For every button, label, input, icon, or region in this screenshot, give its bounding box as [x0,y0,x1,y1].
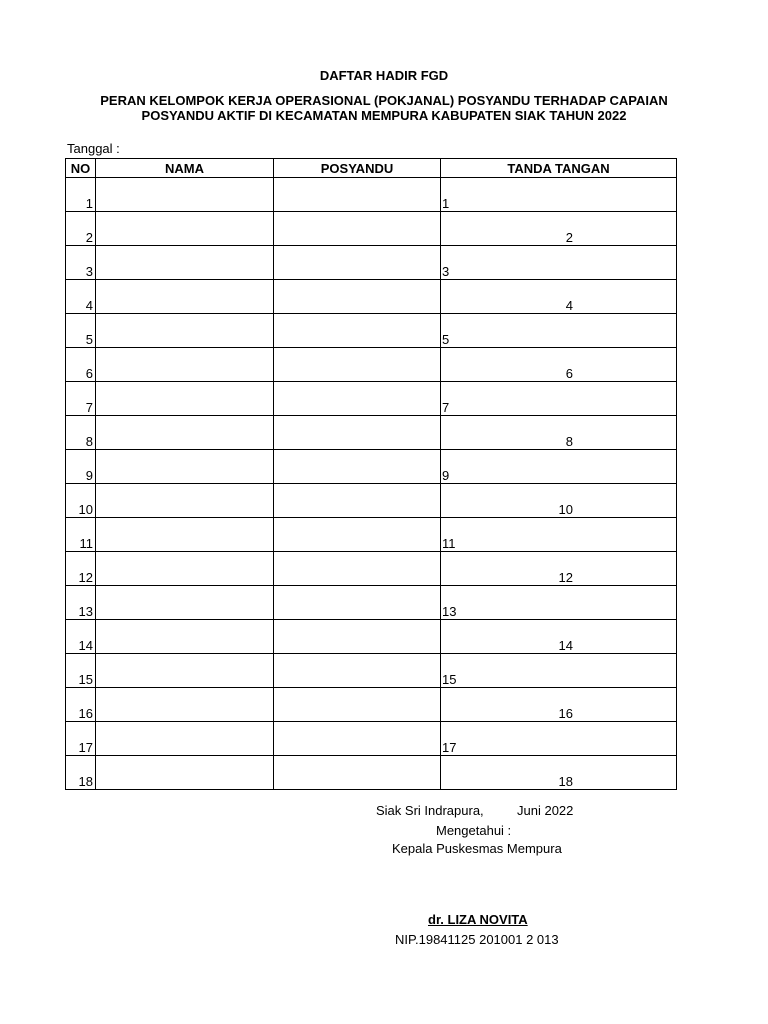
posyandu-cell[interactable] [274,722,441,756]
nama-cell[interactable] [96,688,274,722]
signature-number: 2 [565,230,573,245]
table-row [66,246,677,280]
nama-cell[interactable] [96,416,274,450]
document-title: DAFTAR HADIR FGD [319,68,449,83]
attendance-table [65,158,677,790]
nama-cell[interactable] [96,756,274,790]
signature-cell[interactable] [441,484,677,518]
signature-cell[interactable] [441,382,677,416]
signature-cell[interactable] [441,620,677,654]
signature-cell[interactable] [441,586,677,620]
row-number: 13 [66,586,96,620]
row-number: 11 [66,518,96,552]
signing-place: Siak Sri Indrapura, [376,803,484,818]
table-row [66,484,677,518]
table-row [66,620,677,654]
row-number: 14 [66,620,96,654]
table-row [66,450,677,484]
table-row [66,382,677,416]
signer-position: Kepala Puskesmas Mempura [392,841,562,856]
signature-number: 7 [442,400,450,415]
nama-cell[interactable] [96,518,274,552]
signature-number: 1 [442,196,450,211]
column-header-no: NO [66,159,96,178]
nama-cell[interactable] [96,246,274,280]
table-row [66,654,677,688]
signature-number: 13 [442,604,457,619]
signature-cell[interactable] [441,178,677,212]
signature-cell[interactable] [441,280,677,314]
nama-cell[interactable] [96,348,274,382]
signer-name: dr. LIZA NOVITA [428,912,528,927]
posyandu-cell[interactable] [274,620,441,654]
column-header-tanda-tangan: TANDA TANGAN [441,159,677,178]
signature-number: 15 [442,672,457,687]
posyandu-cell[interactable] [274,246,441,280]
signature-cell[interactable] [441,314,677,348]
nama-cell[interactable] [96,178,274,212]
nama-cell[interactable] [96,552,274,586]
posyandu-cell[interactable] [274,654,441,688]
row-number: 15 [66,654,96,688]
row-number: 17 [66,722,96,756]
nama-cell[interactable] [96,586,274,620]
nama-cell[interactable] [96,620,274,654]
table-row [66,280,677,314]
table-row [66,314,677,348]
row-number: 10 [66,484,96,518]
nama-cell[interactable] [96,722,274,756]
table-row [66,212,677,246]
posyandu-cell[interactable] [274,212,441,246]
signature-number: 6 [565,366,573,381]
signature-number: 4 [565,298,573,313]
signature-cell[interactable] [441,552,677,586]
posyandu-cell[interactable] [274,382,441,416]
table-row [66,586,677,620]
signature-cell[interactable] [441,756,677,790]
row-number: 9 [66,450,96,484]
nama-cell[interactable] [96,280,274,314]
signature-cell[interactable] [441,212,677,246]
table-row [66,518,677,552]
posyandu-cell[interactable] [274,484,441,518]
table-row [66,688,677,722]
document-subtitle-line1: PERAN KELOMPOK KERJA OPERASIONAL (POKJANAL) POSYANDU TERHADAP CAPAIAN [100,93,668,108]
signature-number: 5 [442,332,450,347]
row-number: 8 [66,416,96,450]
table-row [66,552,677,586]
posyandu-cell[interactable] [274,688,441,722]
signature-cell[interactable] [441,518,677,552]
table-body [66,178,677,790]
signature-cell[interactable] [441,688,677,722]
posyandu-cell[interactable] [274,416,441,450]
signature-cell[interactable] [441,654,677,688]
column-header-nama: NAMA [96,159,274,178]
posyandu-cell[interactable] [274,348,441,382]
row-number: 1 [66,178,96,212]
signature-cell[interactable] [441,416,677,450]
signature-number: 14 [558,638,573,653]
posyandu-cell[interactable] [274,280,441,314]
table-header-row [66,159,677,178]
signature-number: 17 [442,740,457,755]
posyandu-cell[interactable] [274,518,441,552]
table-row [66,178,677,212]
table-row [66,722,677,756]
signature-number: 9 [442,468,450,483]
document-subtitle-line2: POSYANDU AKTIF DI KECAMATAN MEMPURA KABUPATEN SIAK TAHUN 2022 [141,108,627,123]
row-number: 5 [66,314,96,348]
table-row [66,756,677,790]
row-number: 2 [66,212,96,246]
signature-number: 8 [565,434,573,449]
posyandu-cell[interactable] [274,178,441,212]
nama-cell[interactable] [96,314,274,348]
signature-number: 3 [442,264,450,279]
nama-cell[interactable] [96,450,274,484]
nama-cell[interactable] [96,484,274,518]
row-number: 7 [66,382,96,416]
nama-cell[interactable] [96,382,274,416]
signing-date: Juni 2022 [517,803,574,818]
signature-number: 11 [442,536,456,551]
signature-number: 18 [558,774,573,789]
posyandu-cell[interactable] [274,314,441,348]
posyandu-cell[interactable] [274,586,441,620]
posyandu-cell[interactable] [274,552,441,586]
nama-cell[interactable] [96,654,274,688]
signer-nip: NIP.19841125 201001 2 013 [395,932,559,947]
table-row [66,348,677,382]
posyandu-cell[interactable] [274,756,441,790]
row-number: 12 [66,552,96,586]
row-number: 6 [66,348,96,382]
nama-cell[interactable] [96,212,274,246]
signature-cell[interactable] [441,246,677,280]
signature-cell[interactable] [441,348,677,382]
signature-cell[interactable] [441,450,677,484]
row-number: 4 [66,280,96,314]
signature-number: 16 [558,706,573,721]
signature-cell[interactable] [441,722,677,756]
date-label: Tanggal : [67,141,120,156]
row-number: 18 [66,756,96,790]
signature-number: 12 [558,570,573,585]
column-header-posyandu: POSYANDU [274,159,441,178]
table-row [66,416,677,450]
row-number: 3 [66,246,96,280]
signature-number: 10 [558,502,573,517]
acknowledged-label: Mengetahui : [436,823,512,838]
row-number: 16 [66,688,96,722]
posyandu-cell[interactable] [274,450,441,484]
